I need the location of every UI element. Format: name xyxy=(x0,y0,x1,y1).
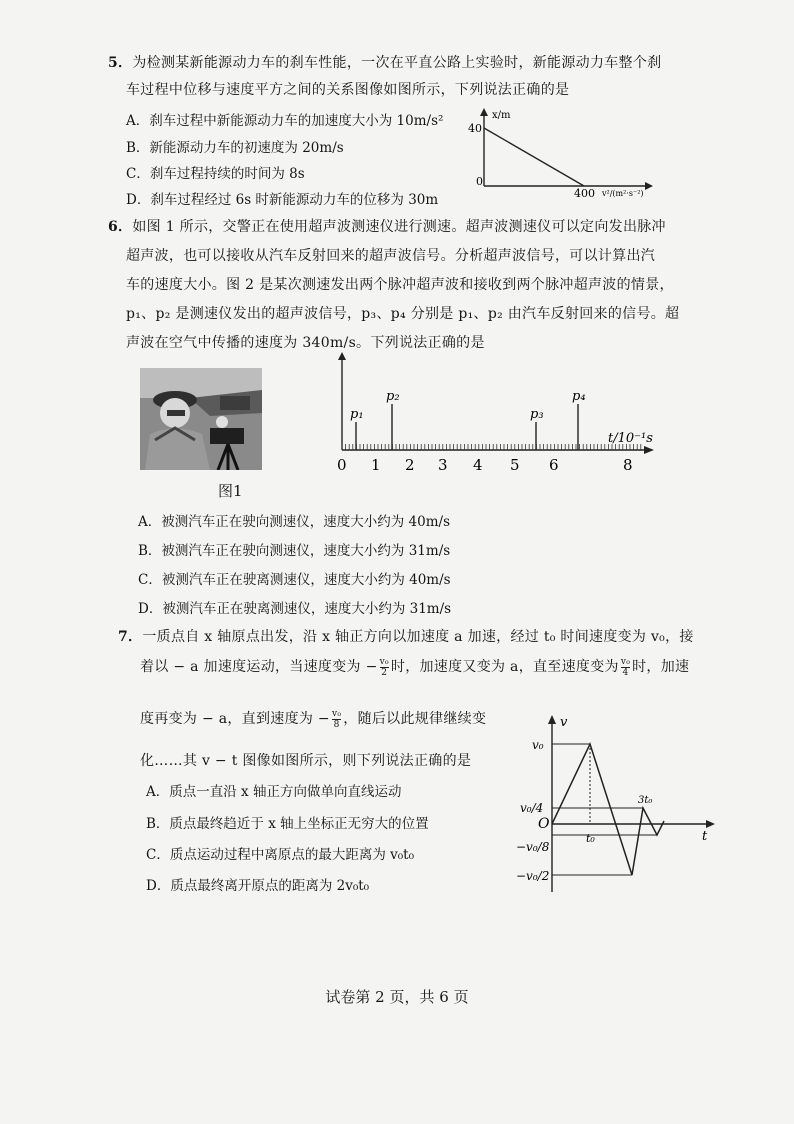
tick-1: 1 xyxy=(371,456,381,474)
tick-0: 0 xyxy=(337,456,347,474)
q7-option-d: D．质点最终离开原点的距离为 2v₀t₀ xyxy=(146,878,370,894)
q5-stem-line2: 车过程中位移与速度平方之间的关系图像如图所示，下列说法正确的是 xyxy=(126,82,570,98)
label-p2: p₂ xyxy=(386,389,400,404)
q5-stem-line1: 5．为检测某新能源动力车的刹车性能，一次在平直公路上实验时，新能源动力车整个刹 xyxy=(108,55,662,71)
q7-frac2: $\frac{\text{v₀}}{4}$ xyxy=(620,656,631,678)
label-p4: p₄ xyxy=(572,389,586,404)
q6-line3: 车的速度大小。图 2 是某次测速发出两个脉冲超声波和接收到两个脉冲超声波的情景， xyxy=(126,277,674,293)
time-axis-label: t/10⁻¹s xyxy=(608,431,653,446)
q6-time-arrow xyxy=(644,446,654,454)
q6-option-b: B．被测汽车正在驶向测速仪，速度大小约为 31m/s xyxy=(138,543,451,559)
police-officer-image xyxy=(140,368,262,470)
q7-option-b: B．质点最终趋近于 x 轴上坐标正无穷大的位置 xyxy=(146,816,429,832)
q6-vertical-arrow xyxy=(338,352,346,360)
q6-line1: 6．如图 1 所示，交警正在使用超声波测速仪进行测速。超声波测速仪可以定向发出脉冲 xyxy=(108,219,666,235)
tick-6: 6 xyxy=(549,456,559,474)
q5-option-c: C．刹车过程持续的时间为 8s xyxy=(126,166,305,182)
q7-velocity-line xyxy=(552,744,664,875)
q7-label-neg-v0-8: −v₀/8 xyxy=(516,840,550,854)
q5-line xyxy=(484,128,584,186)
page-footer: 试卷第 2 页，共 6 页 xyxy=(325,988,469,1006)
q7-frac3: $\frac{\text{v₀}}{8}$ xyxy=(331,708,342,730)
q5-y-tick: 40 xyxy=(468,122,482,135)
q7-label-t0: t₀ xyxy=(586,832,595,845)
q7-frac1: $\frac{\text{v₀}}{2}$ xyxy=(379,656,389,678)
q5-origin: 0 xyxy=(476,175,483,188)
q6-line5: 声波在空气中传播的速度为 340m/s。下列说法正确的是 xyxy=(126,335,485,351)
label-p3: p₃ xyxy=(530,407,544,422)
label-p1: p₁ xyxy=(350,407,364,422)
figure1-caption: 图1 xyxy=(218,482,243,500)
q7-v-label: v xyxy=(560,715,568,730)
q7-label-3t0: 3t₀ xyxy=(638,795,653,806)
q6-option-a: A．被测汽车正在驶向测速仪，速度大小约为 40m/s xyxy=(138,514,450,530)
q6-option-d: D．被测汽车正在驶离测速仪，速度大小约为 31m/s xyxy=(138,601,452,617)
q6-pulse-diagram xyxy=(326,350,666,480)
q7-label-v0: v₀ xyxy=(532,738,544,752)
figure1-photo xyxy=(140,368,262,470)
q6-line4: p₁、p₂ 是测速仪发出的超声波信号，p₃、p₄ 分别是 p₁、p₂ 由汽车反射回来的信号。超 xyxy=(126,306,680,322)
q7-v-arrow xyxy=(548,715,556,724)
q7-label-v0-4: v₀/4 xyxy=(520,801,544,815)
q6-line2: 超声波，也可以接收从汽车反射回来的超声波信号。分析超声波信号，可以计算出汽 xyxy=(126,248,656,264)
q7-vt-graph xyxy=(512,712,718,898)
q7-line2: 着以 − a 加速度运动，当速度变为 − $\frac{\text{v₀}}{2}$ 时，加速度又变为 a，直至速度变为 $\frac{\text{v₀}}{4}$ 时，加速 xyxy=(140,656,690,678)
q7-t-label: t xyxy=(702,829,708,844)
q6-number: 6． xyxy=(108,219,133,235)
q7-label-neg-v0-2: −v₀/2 xyxy=(516,869,550,883)
q5-y-label: x/m xyxy=(492,110,511,121)
tick-3: 3 xyxy=(438,456,448,474)
q6-minor-ticks xyxy=(342,444,641,450)
tick-4: 4 xyxy=(473,456,483,474)
tick-8: 8 xyxy=(623,456,633,474)
tick-2: 2 xyxy=(405,456,415,474)
q5-x-label: v²/(m²·s⁻²) xyxy=(602,189,644,198)
q7-option-c: C．质点运动过程中离原点的最大距离为 v₀t₀ xyxy=(146,847,414,863)
q5-y-arrow xyxy=(480,108,488,116)
q7-origin: O xyxy=(538,816,550,832)
q5-number: 5． xyxy=(108,55,133,71)
q5-option-d: D．刹车过程经过 6s 时新能源动力车的位移为 30m xyxy=(126,192,439,208)
q5-option-a: A．刹车过程中新能源动力车的加速度大小为 10m/s² xyxy=(126,113,444,129)
q5-option-b: B．新能源动力车的初速度为 20m/s xyxy=(126,140,344,156)
q5-x-tick: 400 xyxy=(574,187,595,198)
q7-number: 7． xyxy=(118,629,143,645)
q7-line4: 化……其 v − t 图像如图所示，则下列说法正确的是 xyxy=(140,753,472,769)
q7-line1: 7．一质点自 x 轴原点出发，沿 x 轴正方向以加速度 a 加速，经过 t₀ 时间速度变为 v₀，接 xyxy=(118,629,694,645)
q6-option-c: C．被测汽车正在驶离测速仪，速度大小约为 40m/s xyxy=(138,572,451,588)
q5-x-arrow xyxy=(645,182,653,190)
tick-5: 5 xyxy=(510,456,520,474)
q7-option-a: A．质点一直沿 x 轴正方向做单向直线运动 xyxy=(146,784,402,800)
q5-graph xyxy=(460,106,660,198)
q7-line3: 度再变为 − a，直到速度为 − $\frac{\text{v₀}}{8}$ ，随后以此规律继续变 xyxy=(140,708,487,730)
q7-t-arrow xyxy=(706,820,715,828)
